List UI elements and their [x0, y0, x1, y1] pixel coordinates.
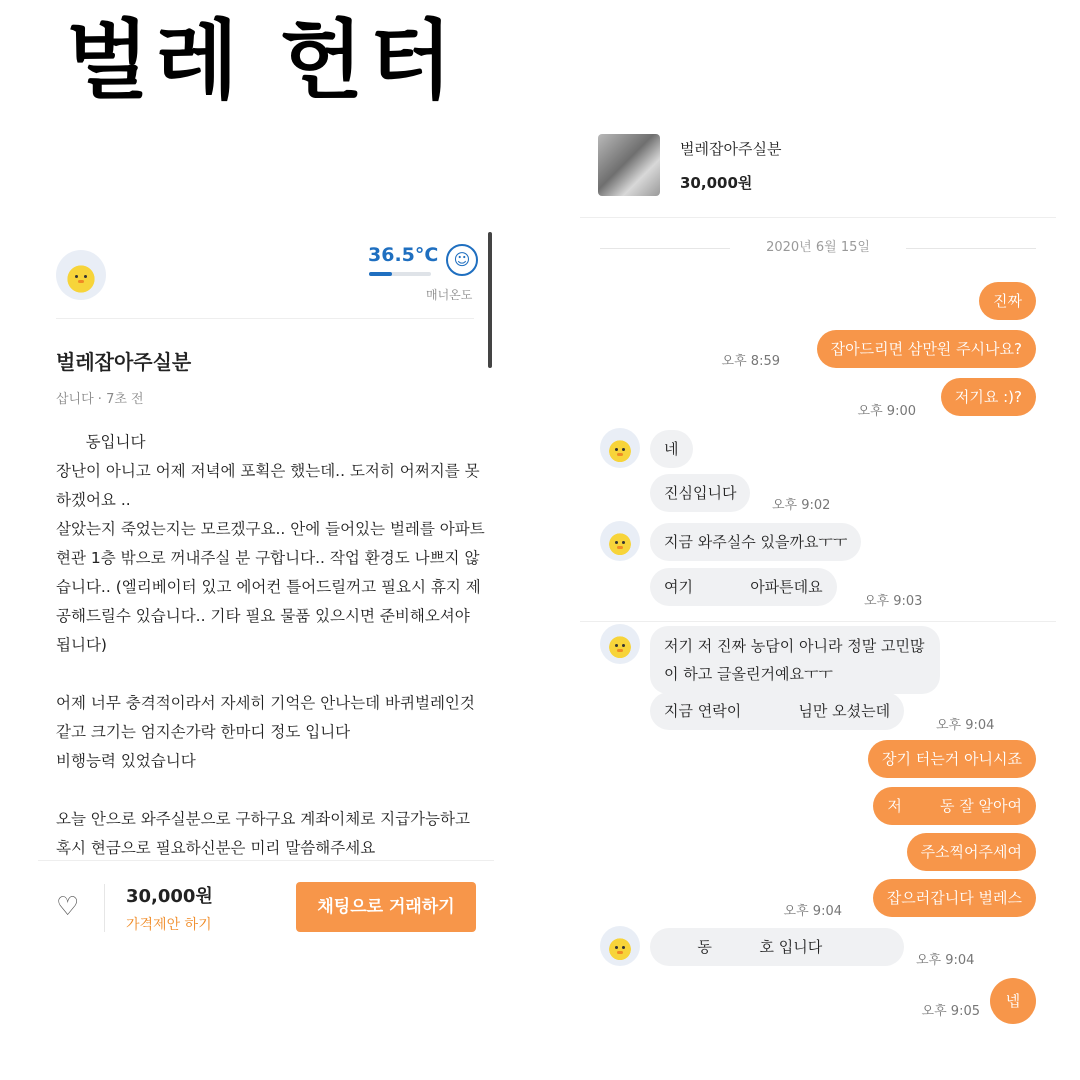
manner-temperature: 36.5°C	[368, 244, 439, 266]
message-time: 오후 9:04	[916, 953, 975, 968]
post-paragraph: 어제 너무 충격적이라서 자세히 기억은 안나는데 바퀴벌레인것 같고 크기는 엄지손가락 한마디 정도 입니다 비행능력 있었습니다	[56, 694, 475, 770]
message-received: 동 호 입니다	[650, 928, 904, 966]
message-time: 오후 9:04	[783, 904, 842, 919]
manner-label: 매너온도	[426, 288, 473, 302]
chat-trade-button[interactable]: 채팅으로 거래하기	[296, 882, 476, 932]
message-sent: 주소찍어주세여	[907, 833, 1036, 871]
heart-icon[interactable]: ♡	[56, 892, 80, 922]
message-time: 오후 9:03	[864, 594, 923, 609]
chat-panel	[580, 118, 1056, 1030]
post-panel	[38, 232, 494, 952]
partner-avatar[interactable]	[600, 926, 640, 966]
divider	[56, 318, 474, 319]
headline: 벌레 헌터	[66, 11, 459, 111]
product-thumbnail	[598, 134, 660, 196]
message-received: 지금 와주실수 있을까요ㅜㅜ	[650, 523, 861, 561]
scrollbar[interactable]	[488, 232, 492, 368]
message-sent: 잡으러갑니다 벌레스	[873, 879, 1036, 917]
message-received: 여기 아파튼데요	[650, 568, 837, 606]
message-time: 오후 9:05	[921, 1004, 980, 1019]
vertical-divider	[104, 884, 105, 932]
temperature-bar	[369, 272, 431, 276]
message-time: 오후 9:04	[936, 718, 995, 733]
temperature-fill	[369, 272, 392, 276]
footer-divider	[38, 860, 494, 861]
partner-avatar[interactable]	[600, 521, 640, 561]
price: 30,000원	[126, 886, 213, 907]
message-time: 오후 9:02	[772, 498, 831, 513]
smile-face-icon: ☺	[446, 244, 478, 276]
message-received: 네	[650, 430, 693, 468]
message-sent: 넵	[990, 978, 1036, 1024]
message-sent: 저 동 잘 알아여	[873, 787, 1036, 825]
post-paragraph: 오늘 안으로 와주실분으로 구하구요 계좌이체로 지급가능하고 혹시 현금으로 필요하신분은 미리 말씀해주세요	[56, 810, 475, 857]
message-sent: 진짜	[979, 282, 1036, 320]
date-separator: 2020년 6월 15일	[600, 236, 1036, 260]
message-received: 진심입니다	[650, 474, 750, 512]
post-body	[56, 428, 486, 863]
message-time: 오후 8:59	[721, 354, 780, 369]
product-title: 벌레잡아주실분	[680, 140, 782, 158]
partner-avatar[interactable]	[600, 428, 640, 468]
message-sent: 장기 터는거 아니시죠	[868, 740, 1036, 778]
message-sent: 잡아드리면 삼만원 주시나요?	[817, 330, 1036, 368]
message-received: 지금 연락이 님만 오셨는데	[650, 692, 904, 730]
seller-avatar[interactable]	[56, 250, 106, 300]
divider	[580, 621, 1056, 622]
post-meta: 삽니다 · 7초 전	[56, 392, 144, 407]
product-price: 30,000원	[680, 174, 753, 192]
message-time: 오후 9:00	[857, 404, 916, 419]
post-title: 벌레잡아주실분	[56, 350, 192, 374]
message-sent: 저기요 :)?	[941, 378, 1036, 416]
message-received: 저기 저 진짜 농담이 아니라 정말 고민많이 하고 글올린거예요ㅜㅜ	[650, 626, 940, 694]
product-header[interactable]	[580, 118, 1056, 218]
post-paragraph: 동입니다 장난이 아니고 어제 저녁에 포획은 했는데.. 도저히 어쩌지를 못하겠어요 .. 살았는지 죽었는지는 모르겠구요.. 안에 들어있는 벌레를 아파트 현관 1층 밖으로 꺼내주실 분 구합니다.. 작업 환경도 나쁘지 않습니다.. (엘리베이터 있고 에어컨 틀어드릴꺼고 필요시 휴지 제공해드릴수 있습니다.. 기타 필요 물품 있으시면 준비해오셔야 됩니다)	[56, 433, 485, 654]
price-offer-link[interactable]: 가격제안 하기	[126, 917, 212, 933]
partner-avatar[interactable]	[600, 624, 640, 664]
